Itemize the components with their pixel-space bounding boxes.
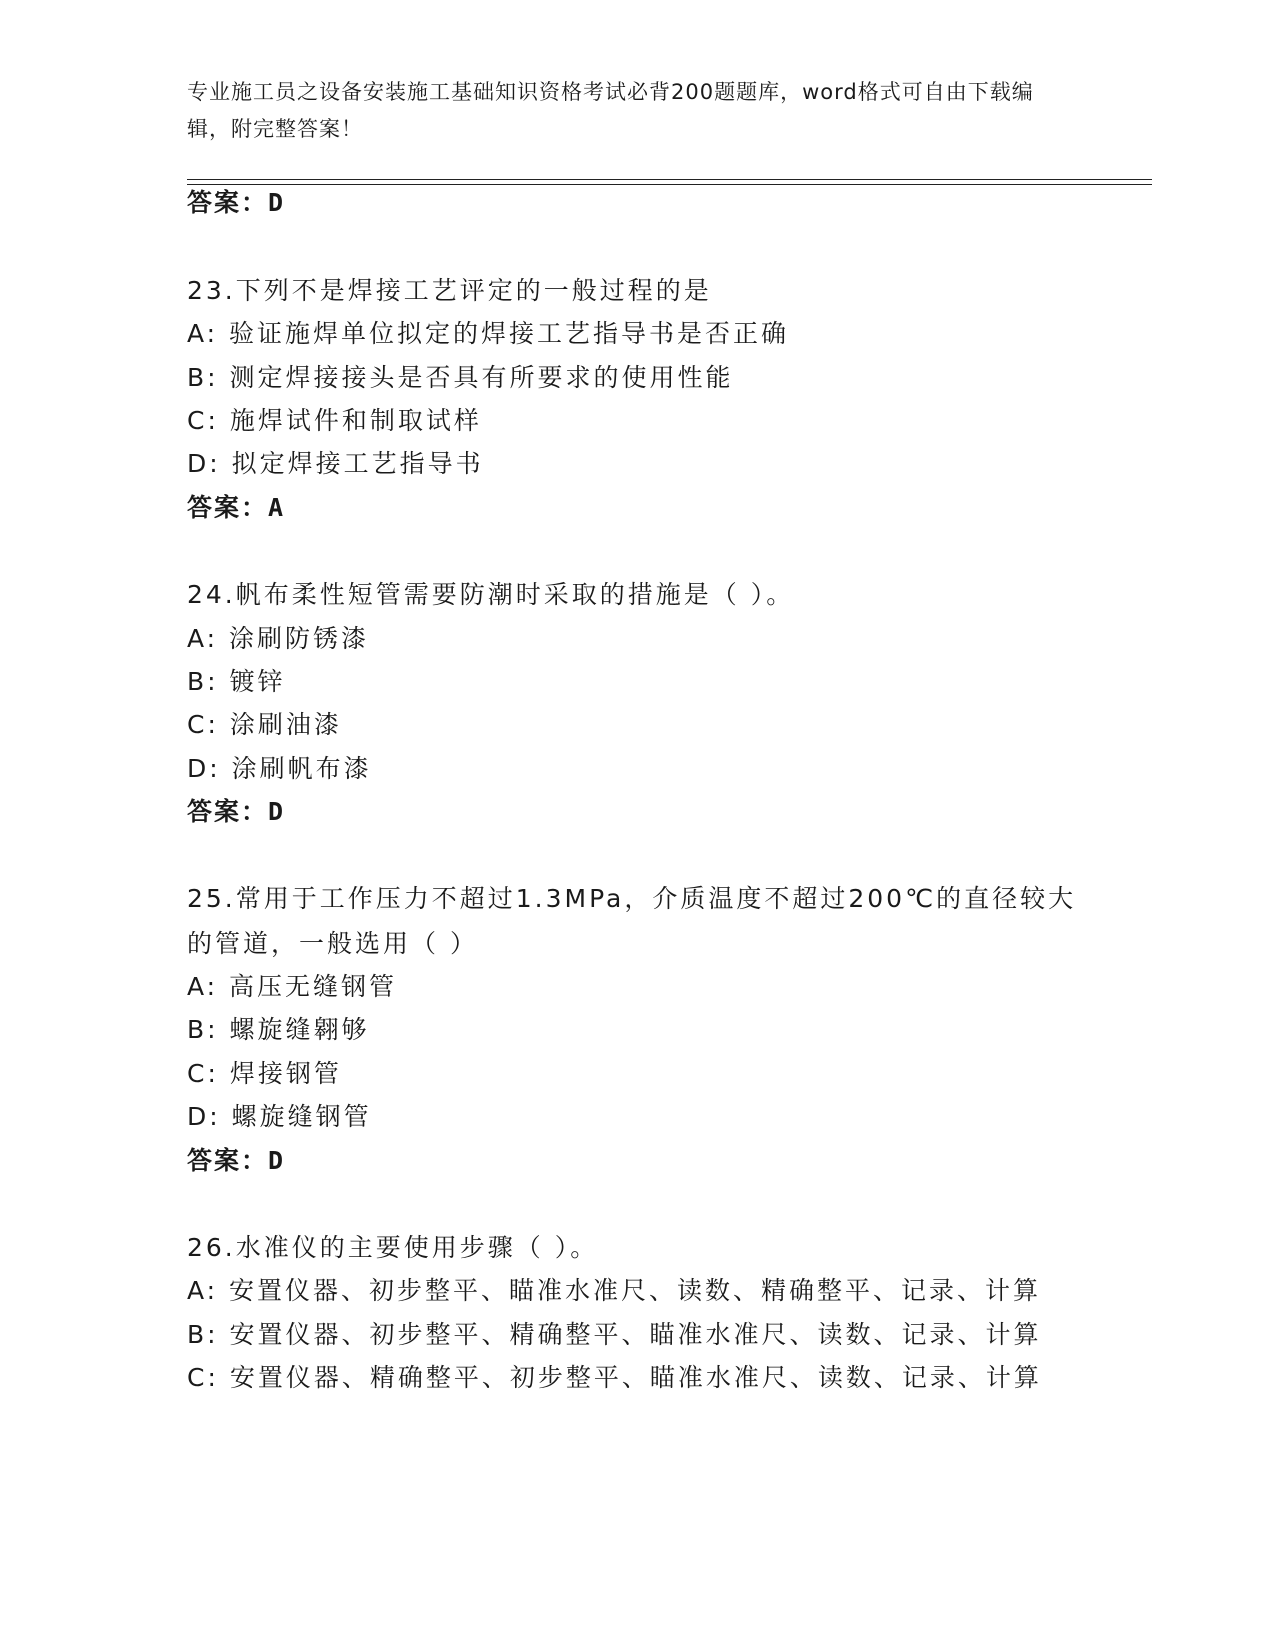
question-23-option-c: C: 施焊试件和制取试样 (187, 406, 482, 435)
question-24-option-b: B: 镀锌 (187, 667, 286, 696)
header-rule-bottom (187, 184, 1152, 185)
answer-previous: 答案：D (187, 188, 286, 217)
question-25-option-a: A: 高压无缝钢管 (187, 972, 398, 1001)
question-26-option-b: B: 安置仪器、初步整平、精确整平、瞄准水准尺、读数、记录、计算 (187, 1320, 1042, 1349)
question-23-option-d: D: 拟定焊接工艺指导书 (187, 449, 484, 478)
question-24-option-c: C: 涂刷油漆 (187, 710, 342, 739)
question-24-stem: 24.帆布柔性短管需要防潮时采取的措施是（ ）。 (187, 580, 795, 609)
header-rule-top (187, 179, 1152, 180)
question-26-stem: 26.水准仪的主要使用步骤（ ）。 (187, 1233, 599, 1262)
question-24-answer: 答案：D (187, 797, 286, 826)
question-25-option-c: C: 焊接钢管 (187, 1059, 342, 1088)
question-23-option-a: A: 验证施焊单位拟定的焊接工艺指导书是否正确 (187, 319, 790, 348)
question-26-option-a: A: 安置仪器、初步整平、瞄准水准尺、读数、精确整平、记录、计算 (187, 1276, 1042, 1305)
question-23-answer: 答案：A (187, 493, 286, 522)
question-25-answer: 答案：D (187, 1146, 286, 1175)
question-25-option-d: D: 螺旋缝钢管 (187, 1102, 372, 1131)
question-23-stem: 23.下列不是焊接工艺评定的一般过程的是 (187, 276, 712, 305)
document-header: 专业施工员之设备安装施工基础知识资格考试必背200题题库，word格式可自由下载编辑，附完整答案！ (187, 80, 1034, 141)
question-24-option-d: D: 涂刷帆布漆 (187, 754, 372, 783)
question-24-option-a: A: 涂刷防锈漆 (187, 624, 370, 653)
question-23-option-b: B: 测定焊接接头是否具有所要求的使用性能 (187, 363, 734, 392)
question-25-option-b: B: 螺旋缝翱够 (187, 1015, 370, 1044)
question-25-stem: 25.常用于工作压力不超过1.3MPa，介质温度不超过200℃的直径较大的管道，一般选用（ ） (187, 884, 1077, 958)
question-26-option-c: C: 安置仪器、精确整平、初步整平、瞄准水准尺、读数、记录、计算 (187, 1363, 1042, 1392)
